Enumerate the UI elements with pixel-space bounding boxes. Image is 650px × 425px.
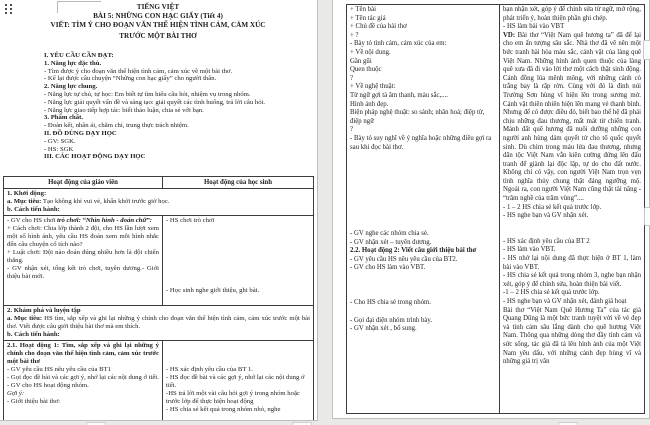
text-line: TRƯỚC MỘT BÀI THƠ — [119, 32, 197, 40]
text-line: - GV nhận xét – tuyên dương. — [350, 238, 432, 246]
text-line: Từ ngữ gợi tả âm thanh, màu sắc,.... — [350, 91, 448, 99]
text-line: - GV cho HS hoạt động nhóm. — [7, 382, 89, 389]
table-row-activity1 — [4, 340, 313, 421]
warmup-goal-label: a. Mục tiêu: — [7, 198, 42, 205]
game-intro-text: - GV cho HS chơi — [7, 217, 58, 224]
text-line: - HS chia sẻ kết quả trong nhóm 3, nghe bạn nhận xét, góp ý để chỉnh sửa, hoàn thiện bài viết. — [503, 272, 641, 288]
text-line: BÀI 5: NHỮNG CON HẠC GIẤY (Tiết 4) — [93, 12, 223, 20]
game-student-line2: - Học sinh nghe giới thiệu, ghi bài. — [166, 287, 260, 294]
explore-steps-label: b. Cách tiến hành: — [7, 331, 60, 338]
header-teacher-activities: Hoạt động của giáo viên — [4, 177, 163, 188]
text-line: - GV: SGK. — [44, 137, 76, 145]
text-line: - GV nghe các nhóm chia sẻ. — [350, 230, 429, 238]
scrollbar-thumb[interactable] — [643, 40, 650, 60]
share-in-group-line: - Cho HS chia sẻ trong nhóm. — [350, 299, 431, 307]
text-line: + Tên tác giả — [350, 14, 386, 22]
text-line: - GV nhận xét, tổng kết trò chơi, tuyên dương.- Giới thiệu bài mới. — [7, 265, 159, 280]
text-line: - HS chia sẻ kết quả trong nhóm nhỏ, nghe — [166, 406, 281, 413]
text-line: - Bày tỏ suy nghĩ về ý nghĩa hoặc những điều gợi ra sau khi đọc bài thơ. — [350, 134, 492, 151]
text-line: 1. Năng lực đặc thù. — [44, 59, 102, 67]
text-line: - Bày tỏ tình cảm, cảm xúc của em: — [350, 40, 447, 48]
poem-outline-lines — [350, 6, 496, 152]
text-line: - GV yêu cầu HS nêu yêu cầu của BT2. — [350, 255, 458, 263]
text-line: -1 – 2 HS chia sẻ kết quả trước lớp. — [503, 289, 600, 297]
activity1-student-lines — [166, 366, 310, 414]
margin-marker[interactable] — [644, 207, 650, 226]
text-line: - HS nghe bạn và GV nhận xét, đánh giá hoạt — [503, 298, 627, 305]
listen-feedback-line: - HS nghe bạn và GV nhận xét. — [503, 212, 589, 220]
text-line: + Về nội dung. — [350, 48, 391, 56]
lesson-title — [8, 3, 308, 41]
student-vbt-line: - HS làm bài vào VBT — [503, 23, 565, 31]
text-line: - Kể lại được câu chuyện “Những con hạc giấy” cho người thân. — [44, 75, 217, 83]
text-line: - GV nhận xét , bổ sung. — [350, 325, 417, 333]
warmup-label: 1. Khởi động: — [7, 190, 47, 197]
teacher-feedback-lines — [350, 230, 496, 247]
text-line: + Về nghệ thuật: — [350, 83, 396, 91]
text-line: + Chủ đề của bài thơ — [350, 23, 407, 31]
student-revision-line: bạn nhận xét, góp ý để chỉnh sửa từ ngữ, mở rộng, phát triển ý, hoàn thiện phần ghi chép. — [503, 6, 641, 22]
explore-goal-text: HS tìm, sắp xếp và ghi lại những ý chính cho đoạn văn thể hiện tình cảm, cảm xúc trước một bài thơ. Viết được câu giới thiệu bài thơ mà em thích. — [7, 315, 310, 330]
game-name-text: trò chơi: “Nhìn hình - đoán chữ”: — [57, 217, 152, 224]
text-line: III. CÁC HOẠT ĐỘNG DẠY HỌC — [44, 153, 146, 161]
activities-table-continued — [346, 4, 645, 414]
text-line: 2. Năng lực chung. — [44, 83, 98, 91]
warmup-steps-label: b. Cách tiến hành: — [7, 206, 60, 213]
activity2-teacher-lines — [350, 256, 496, 273]
text-line: - GV yêu cầu HS nêu yêu cầu của BT1 — [7, 366, 112, 373]
text-line: - HS đọc đề bài và các gợi ý, nhớ lại các nội dung ở tiết. — [166, 374, 305, 389]
text-line: + ? — [350, 31, 359, 39]
activity1-teacher-lines — [7, 366, 159, 406]
text-line: Hình ảnh đẹp. — [350, 100, 389, 108]
text-line: - Gọi đại diện nhóm trình bày. — [350, 316, 433, 324]
text-line: -HS trả lời một vài câu hỏi gợi ý trong nhóm hoặc trước lớp để thực hiện hoạt động — [166, 390, 300, 405]
teacher-column — [347, 5, 500, 413]
text-line: - Gọi đọc đề bài và các gợi ý, nhớ lại các nội dung ở tiết. — [7, 374, 159, 381]
text-line: - GV cho HS làm vào VBT. — [350, 264, 426, 272]
activity2-heading: 2.2. Hoạt động 2: Viết câu giới thiệu bài thơ — [350, 247, 477, 255]
warmup-goal-text: Tạo không khí vui vẻ, khấn khởi trước giờ học. — [41, 198, 170, 205]
game-teacher-lines — [7, 225, 159, 281]
student-column — [500, 5, 644, 413]
table-row-explore — [4, 305, 313, 340]
activities-table — [3, 176, 314, 421]
text-line: ? — [350, 126, 354, 134]
text-line: - Năng lực giải quyết vấn đề và sáng tạo: giải quyết các tình huống, trả lời câu hỏi. — [44, 98, 266, 106]
text-line: ? — [350, 74, 354, 82]
text-line: I. YÊU CẦU CẦN ĐẠT: — [44, 52, 114, 59]
text-line: - Đoàn kết, nhân ái, chăm chỉ, trung thực trách nhiệm. — [44, 122, 189, 130]
activity1-heading: 2.1. Hoạt động 1: Tìm, sắp xếp và ghi lại những ý chính cho đoạn văn thể hiện tình cảm, cảm xúc trước một bài thơ — [7, 342, 159, 365]
table-row-game — [4, 215, 313, 305]
explore-goal-label: a. Mục tiêu: — [7, 315, 43, 322]
example-text: Bài thơ “Việt Nam quê hương ta” đã để lại cho em ấn tượng sâu sắc. Nhà thơ đã vẽ nên một bức tranh hài hòa màu sắc, cảnh vật của làng quê Việt Nam. Những hình ảnh quen thuộc của làng quê xưa đã đi vào lời thơ một cách thật sinh động. Cánh đồng lúa mênh mông, với những cánh cò trắng bay là rập rờn. Cùng với đó là đỉnh núi Trường Sơn hùng vĩ hiện lên trong sương mờ. Cảnh vật thiên nhiên hiện lên mang vẻ thanh bình. Nhưng để có được điều đó, biết bao thế hệ đã phải chịu những đau thương, mất mát từ chiến tranh. Mảnh đất quê hương đã nuôi dưỡng những con người anh hùng dám quyết tử cho tổ quốc quyết sinh. Dù chìm trong máu lửa đau thương, nhưng dân tộc Việt Nam vẫn kiên cường đứng lên đấu tranh để giành lại độc lập, tự do cho đất nước. Không chỉ có vậy, con người Việt Nam trọn vẹn tình nghĩa thủy chung thật đáng ngưỡng mộ. Ngoài ra, con người Việt Nam cũng thật tài năng - “trăm nghề của trăm vùng”.... — [503, 31, 641, 203]
lesson-intro — [44, 52, 310, 161]
text-line: Gần gũi — [350, 57, 372, 65]
document-page-left[interactable] — [0, 0, 318, 421]
share-result-line: - 1 – 2 HS chia sẻ kết quả trước lớp. — [503, 203, 602, 211]
text-line: - HS nhớ lại nội dung đã thực hiện ở BT 1, làm bài vào VBT. — [503, 255, 641, 271]
text-line: - HS: SGK — [44, 145, 74, 153]
example-label: VD: — [503, 31, 516, 39]
text-line: TIẾNG VIỆT — [136, 3, 180, 11]
text-line: + Cách chơi: Chia lớp thành 2 đội, cho HS lần lượt xem một số hình ảnh, yêu cầu HS đoán xem mỗi hình nhắc đến câu chuyện cổ tích nào? — [7, 225, 159, 248]
text-line: + Luật chơi: Đội nào đoán đúng nhiều hơn là đội chiến thắng. — [7, 249, 159, 264]
text-line: - Năng lực tự chủ, tự học: Em biết tự tìm hiểu câu hỏi, nhiệm vụ trong nhóm. — [44, 90, 251, 98]
game-student-line1: - HS chơi trò chơi — [166, 217, 215, 224]
text-line: II. ĐỒ DÙNG DẠY HỌC — [44, 129, 117, 137]
table-header-row — [4, 177, 313, 188]
text-line: - Năng lực giao tiếp hợp tác: biết thảo luận, chia sẻ với bạn. — [44, 106, 204, 114]
text-line: - HS xác định yêu cầu của BT 1. — [166, 366, 253, 373]
text-line: Biện pháp nghệ thuật: so sánh; nhân hoá; điệp từ, điệp ngữ — [350, 109, 485, 125]
text-line: + Tên bài — [350, 6, 376, 13]
text-line: Gợi ý: — [7, 390, 25, 397]
example-paragraph — [503, 32, 641, 204]
text-line: 3. Phẩm chất. — [44, 114, 84, 122]
text-line: - HS làm vào VBT. — [503, 246, 556, 254]
text-line: Bài thơ “Việt Nam Quê Hương Ta” của tác giả Quang Dũng là một bức tranh tuyệt vời về vẻ đẹp và tình cảm sâu lắng dành cho quê hương Việt Nam. Thông qua những dòng thơ đầy tình cảm và sức sống, tác giả đã tả lên hình ảnh của một Việt Nam yêu dấu, với những cảnh đẹp hùng vĩ và những giá trị văn — [503, 306, 641, 366]
explore-label: 2. Khám phá và luyện tập — [7, 307, 81, 314]
text-line: - Giới thiệu bài thơ: — [7, 398, 61, 405]
student-activity2-lines — [503, 238, 641, 367]
text-line: VIẾT: TÌM Ý CHO ĐOẠN VĂN THỂ HIỆN TÌNH CẢM, CẢM XÚC — [50, 21, 266, 29]
table-row-warmup — [4, 188, 313, 215]
header-student-activities: Hoạt động của học sinh — [204, 179, 272, 186]
text-line: - Tìm được ý cho đoạn văn thể hiện tình cảm, cảm xúc về một bài thơ. — [44, 67, 233, 75]
text-line: Quen thuộc — [350, 66, 382, 74]
document-page-right[interactable] — [332, 0, 650, 419]
text-line: - HS xác định yêu cầu của BT 2 — [503, 237, 590, 245]
present-lines — [350, 317, 496, 334]
